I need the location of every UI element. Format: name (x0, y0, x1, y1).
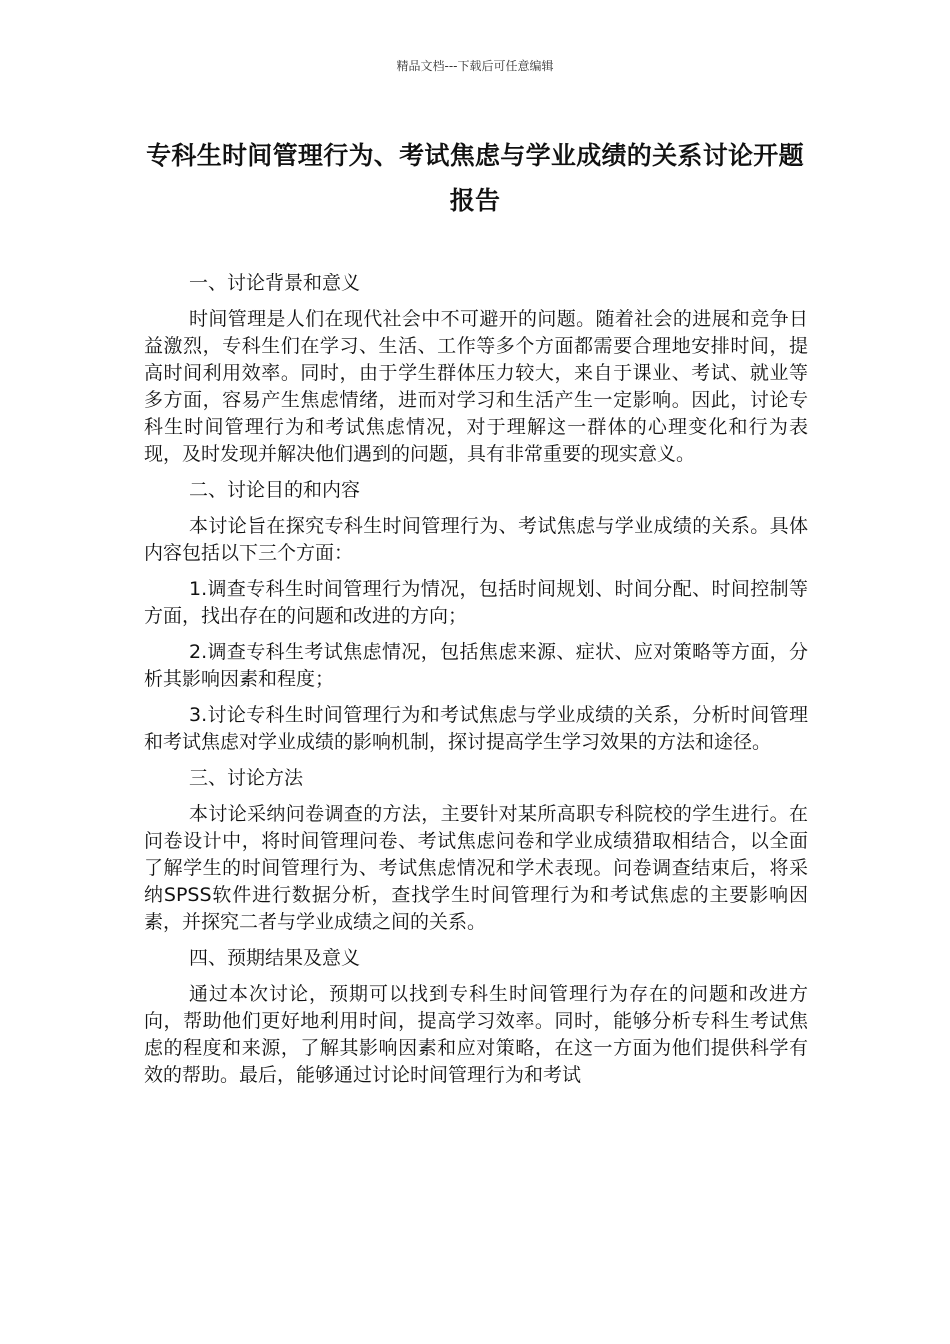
document-title: 专科生时间管理行为、考试焦虑与学业成绩的关系讨论开题报告 (146, 141, 804, 215)
paragraph-method: 本讨论采纳问卷调查的方法，主要针对某所高职专科院校的学生进行。在问卷设计中，将时间管理问卷、考试焦虑问卷和学业成绩猎取相结合，以全面了解学生的时间管理行为、考试焦虑情况和学术表现。问卷调查结束后，将采纳SPSS软件进行数据分析，查找学生时间管理行为和考试焦虑的主要影响因素，并探究二者与学业成绩之间的关系。 (144, 803, 808, 933)
list-item-relationship: 3.讨论专科生时间管理行为和考试焦虑与学业成绩的关系，分析时间管理和考试焦虑对学业成绩的影响机制，探讨提高学生学习效果的方法和途径。 (144, 704, 808, 753)
paragraph-purpose-intro: 本讨论旨在探究专科生时间管理行为、考试焦虑与学业成绩的关系。具体内容包括以下三个方面： (144, 515, 808, 564)
section-heading-expected-results: 四、预期结果及意义 (189, 947, 361, 969)
list-item-time-management: 1.调查专科生时间管理行为情况，包括时间规划、时间分配、时间控制等方面，找出存在的问题和改进的方向； (144, 578, 808, 627)
paragraph-expected-results: 通过本次讨论，预期可以找到专科生时间管理行为存在的问题和改进方向，帮助他们更好地利用时间，提高学习效率。同时，能够分析专科生考试焦虑的程度和来源，了解其影响因素和应对策略，在这一方面为他们提供科学有效的帮助。最后，能够通过讨论时间管理行为和考试 (144, 983, 808, 1086)
page-header: 精品文档---下载后可任意编辑 (396, 59, 554, 73)
section-heading-purpose: 二、讨论目的和内容 (189, 479, 361, 501)
paragraph-background: 时间管理是人们在现代社会中不可避开的问题。随着社会的进展和竞争日益激烈，专科生们在学习、生活、工作等多个方面都需要合理地安排时间，提高时间利用效率。同时，由于学生群体压力较大，来自于课业、考试、就业等多方面，容易产生焦虑情绪，进而对学习和生活产生一定影响。因此，讨论专科生时间管理行为和考试焦虑情况，对于理解这一群体的心理变化和行为表现，及时发现并解决他们遇到的问题，具有非常重要的现实意义。 (144, 308, 808, 465)
section-heading-method: 三、讨论方法 (189, 767, 304, 789)
document-body (144, 270, 808, 1098)
section-heading-background: 一、讨论背景和意义 (189, 272, 361, 294)
list-item-exam-anxiety: 2.调查专科生考试焦虑情况，包括焦虑来源、症状、应对策略等方面，分析其影响因素和程度； (144, 641, 808, 690)
